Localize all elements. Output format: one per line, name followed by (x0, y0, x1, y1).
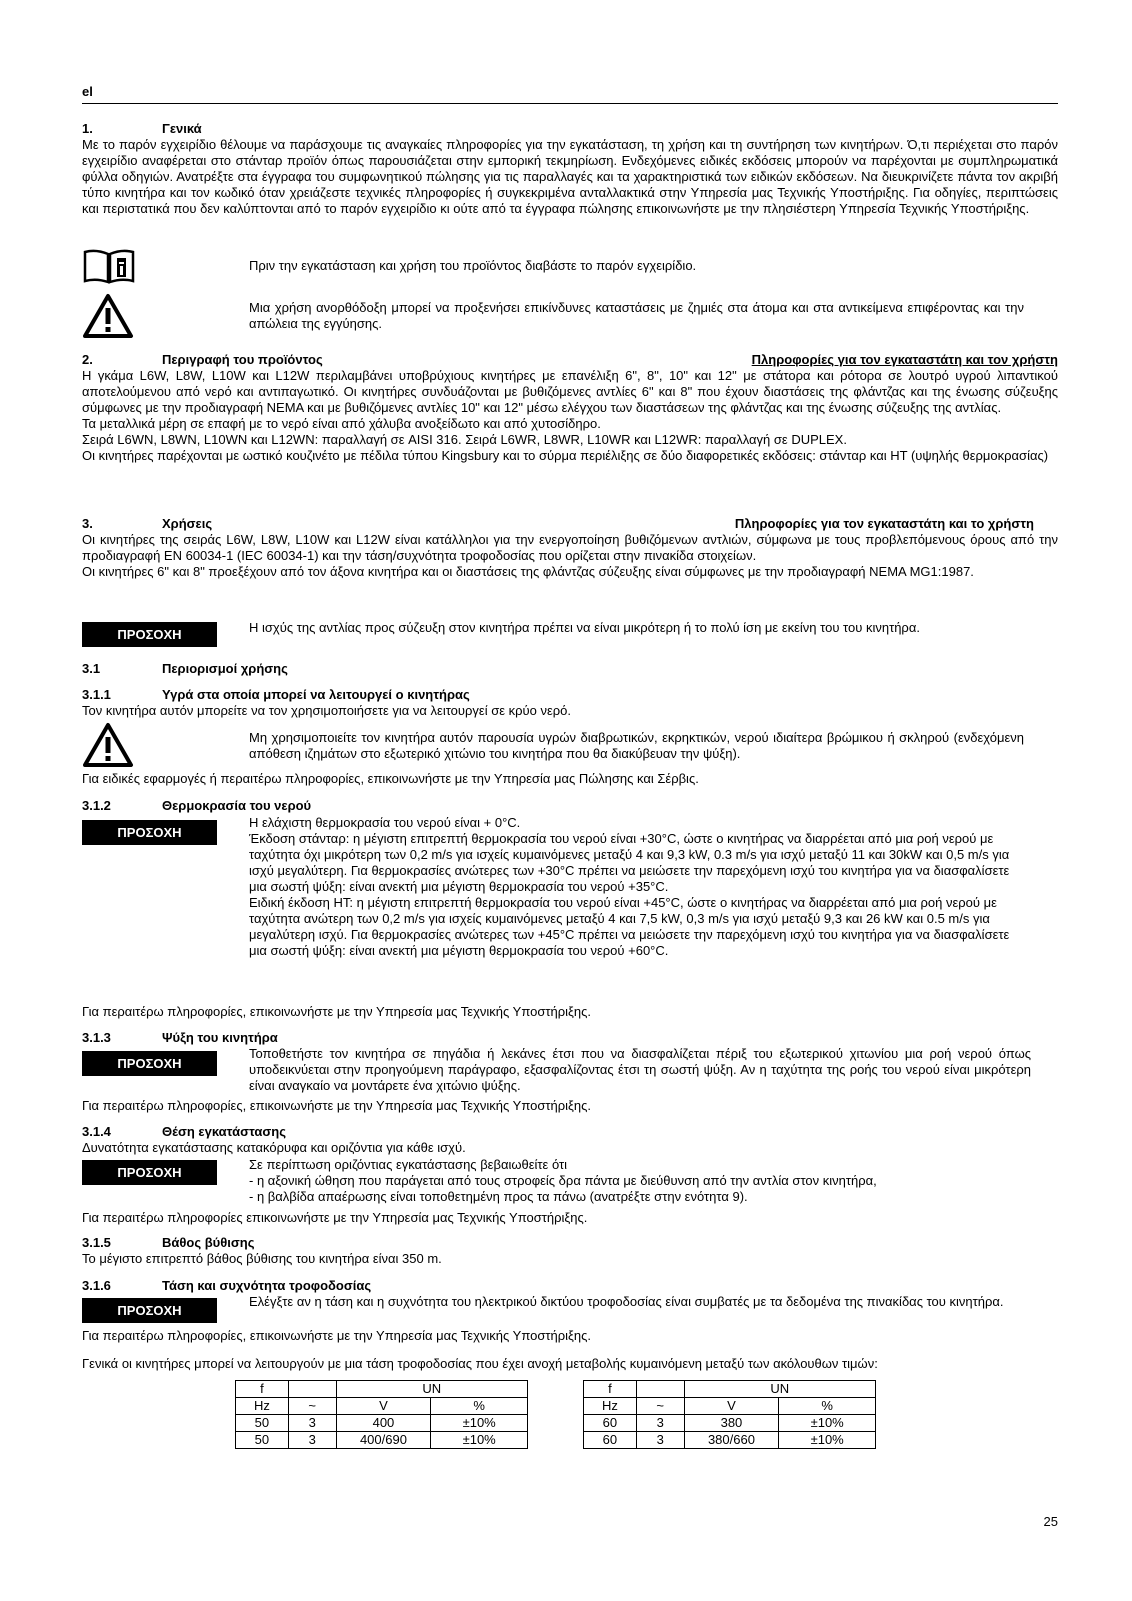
caution-badge: ΠΡΟΣΟΧΗ (82, 1051, 217, 1076)
table-header-cell: % (779, 1398, 876, 1415)
language-code: el (82, 84, 93, 99)
paragraph: Τα μεταλλικά μέρη σε επαφή με το νερό είναι από χάλυβα ανοξείδωτο και από χυτοσίδηρο. (82, 416, 601, 431)
table-cell: ±10% (779, 1432, 876, 1449)
read-manual-icon (82, 249, 136, 285)
voltage-table-50hz (235, 1380, 528, 1449)
section-number: 3.1.2 (82, 798, 111, 813)
table-header-row (236, 1381, 528, 1398)
paragraph: Για περαιτέρω πληροφορίες, επικοινωνήστε με την Υπηρεσία μας Τεχνικής Υποστήριξης. (82, 1098, 591, 1113)
paragraph: Γενικά οι κινητήρες μπορεί να λειτουργούν με μια τάση τροφοδοσίας που έχει ανοχή μεταβολής κυμαινόμενη μεταξύ των ακόλουθων τιμών: (82, 1356, 878, 1371)
table-cell: 3 (636, 1415, 684, 1432)
table-cell: 380/660 (684, 1432, 779, 1449)
section-number: 3.1.3 (82, 1030, 111, 1045)
section-number: 3.1.6 (82, 1278, 111, 1293)
section-title: Θέση εγκατάστασης (162, 1124, 286, 1139)
table-cell: ±10% (779, 1415, 876, 1432)
subsection-heading (82, 798, 1058, 814)
table-header-cell: Hz (236, 1398, 289, 1415)
table-cell: ±10% (431, 1415, 528, 1432)
paragraph: Οι κινητήρες της σειράς L6W, L8W, L10W και L12W είναι κατάλληλοι για την ενεργοποίηση βυθιζόμενων αντλιών, σύμφωνα με τους προβλεπόμενους όρους από την προδιαγραφή EN 60034-1 (IEC 60034-1) και την τάση/συχνότητα τροφοδοσίας που ορίζεται στην πινακίδα στοιχείων. (82, 532, 1058, 563)
section-heading (82, 352, 1058, 368)
section-heading (82, 516, 1058, 532)
section-number: 3. (82, 516, 93, 531)
table-cell: 3 (288, 1432, 336, 1449)
header-rule (82, 103, 1058, 104)
section-title: Γενικά (162, 121, 202, 136)
section-number: 1. (82, 121, 93, 136)
voltage-table-60hz (583, 1380, 876, 1449)
paragraph: Οι κινητήρες παρέχονται με ωστικό κουζινέτο με πέδιλα τύπου Kingsbury και το σύρμα περιέλιξης σε δύο διαφορετικές εκδόσεις: στάνταρ και HT (υψηλής θερμοκρασίας) (82, 448, 1049, 463)
table-cell: 3 (288, 1415, 336, 1432)
subsection-heading (82, 1278, 1058, 1294)
table-cell: 50 (236, 1415, 289, 1432)
table-header-cell: ~ (636, 1398, 684, 1415)
table-header-cell: % (431, 1398, 528, 1415)
table-header-cell (636, 1381, 684, 1398)
page-number: 25 (1043, 1514, 1058, 1529)
warning-text: Μη χρησιμοποιείτε τον κινητήρα αυτόν παρουσία υγρών διαβρωτικών, εκρηκτικών, νερού ιδιαίτερα βρώμικου ή σκληρού (ενδεχόμενη απόθεση ιζημάτων στο εξωτερικό χιτώνιο του κινητήρα που θα διακύβευαν την ψύξη). (249, 730, 1024, 761)
section-title: Υγρά στα οποία μπορεί να λειτουργεί ο κινητήρας (162, 687, 470, 702)
section-number: 3.1.4 (82, 1124, 111, 1139)
audience-label: Πληροφορίες για τον εγκαταστάτη και το χρήστη (734, 516, 1034, 531)
warning-note: Μια χρήση ανορθόδοξη μπορεί να προξενήσει επικίνδυνες καταστάσεις με ζημιές στα άτομα και στα αντικείμενα επιφέροντας και την απώλεια της εγγύησης. (249, 300, 1024, 331)
table-cell: ±10% (431, 1432, 528, 1449)
table-cell: 400 (336, 1415, 431, 1432)
section-2 (82, 352, 1058, 464)
table-cell: 60 (584, 1432, 637, 1449)
caution-text: Τοποθετήστε τον κινητήρα σε πηγάδια ή λεκάνες έτσι που να διασφαλίζεται πέριξ του εξωτερικού χιτωνίου μια ροή νερού όπως υποδεικνύεται στην προηγούμενη παράγραφο, εξασφαλίζοντας έτσι τη σωστή ψύξη. Αν η ταχύτητα της ροής του νερού είναι μικρότερη είναι αναγκαίο να μοντάρετε ένα χιτώνιο ψύξης. (249, 1046, 1031, 1093)
warning-icon (82, 293, 134, 339)
paragraph: Τον κινητήρα αυτόν μπορείτε να τον χρησιμοποιήσετε για να λειτουργεί σε κρύο νερό. (82, 703, 572, 718)
paragraph: Το μέγιστο επιτρεπτό βάθος βύθισης του κινητήρα είναι 350 m. (82, 1251, 442, 1266)
caution-badge: ΠΡΟΣΟΧΗ (82, 1160, 217, 1185)
table-header-row (584, 1381, 876, 1398)
table-header-cell: UN (336, 1381, 527, 1398)
section-title: Βάθος βύθισης (162, 1235, 255, 1250)
table-header-cell: V (684, 1398, 779, 1415)
section-body: Με το παρόν εγχειρίδιο θέλουμε να παράσχουμε τις αναγκαίες πληροφορίες για την εγκατάσταση, τη χρήση και τη συντήρηση των κινητήρων. Ό,τι περιέχεται στο παρόν εγχειρίδιο αναφέρεται στο στάνταρ προϊόν όπως παρουσιάζεται στην εμπορική τεκμηρίωση. Ενδεχόμενες ειδικές εκδόσεις μπορούν να παρέχονται με συμπληρωματικά φύλλα οδηγιών. Ανατρέξτε στα έγγραφα του συμφωνητικού πώλησης για τις παραλλαγές και τα χαρακτηριστικά των ειδικών εκδόσεων. Να διευκρινίζετε πάντα τον ακριβή τύπο κινητήρα και τον κωδικό όταν χρειάζεστε τεχνικές πληροφορίες ή συγκεκριμένα ανταλλακτικά στην Υπηρεσία μας Τεχνικής Υποστήριξης. Για οδηγίες, περιπτώσεις και περιστατικά που δεν καλύπτονται από το παρόν εγχειρίδιο κι ούτε από τα έγγραφα πώλησης επικοινωνήστε με την πλησιέστερη Υπηρεσία Τεχνικής Υποστήριξης. (82, 137, 1058, 216)
paragraph: Η γκάμα L6W, L8W, L10W και L12W περιλαμβάνει υποβρύχιους κινητήρες με επανέλιξη 6", 8", 10" και 12" με στάτορα και ρότορα σε λουτρό υγρού λιπαντικού αποτελούμενου από νερό και αντιπαγωτικό. Οι κινητήρες συνδυάζονται με βυθιζόμενες αντλίες 6" και 8" που έχουν διαστάσεις της φλάντζας και της ένωσης σύζευξης σύμφωνες με την προδιαγραφή NEMA και με βυθιζόμενες αντλίες 10" και 12" μέσω ελέγχου των διαστάσεων της φλάντζας και της ένωσης σύζευξης της αντλίας. (82, 368, 1058, 415)
section-title: Περιορισμοί χρήσης (162, 661, 288, 676)
warning-icon (82, 722, 134, 768)
table-row (236, 1432, 528, 1449)
subsection-heading (82, 1030, 1058, 1046)
table-header-cell: ~ (288, 1398, 336, 1415)
table-header-row (584, 1398, 876, 1415)
paragraph: Σειρά L6WN, L8WN, L10WN και L12WN: παραλλαγή σε AISI 316. Σειρά L6WR, L8WR, L10WR και L12WR: παραλλαγή σε DUPLEX. (82, 432, 847, 447)
audience-label: Πληροφορίες για τον εγκαταστάτη και τον χρήστη (751, 352, 1058, 367)
table-cell: 60 (584, 1415, 637, 1432)
section-3-1-4 (82, 1124, 1058, 1156)
caution-badge: ΠΡΟΣΟΧΗ (82, 820, 217, 845)
caution-text (249, 1157, 1058, 1205)
section-title: Χρήσεις (162, 516, 213, 531)
section-1 (82, 121, 1058, 217)
section-title: Θερμοκρασία του νερού (162, 798, 312, 813)
section-number: 3.1.5 (82, 1235, 111, 1250)
list-item: - η βαλβίδα απαέρωσης είναι τοποθετημένη προς τα πάνω (ανατρέξτε στην ενότητα 9). (249, 1189, 748, 1204)
caution-text: Η ισχύς της αντλίας προς σύζευξη στον κινητήρα πρέπει να είναι μικρότερη ή το πολύ ίση με εκείνη του του κινητήρα. (249, 620, 920, 635)
caution-badge: ΠΡΟΣΟΧΗ (82, 622, 217, 647)
section-title: Τάση και συχνότητα τροφοδοσίας (162, 1278, 372, 1293)
caution-badge: ΠΡΟΣΟΧΗ (82, 1298, 217, 1323)
table-header-cell: Hz (584, 1398, 637, 1415)
table-cell: 50 (236, 1432, 289, 1449)
section-3 (82, 516, 1058, 580)
table-header-cell: UN (684, 1381, 875, 1398)
section-title: Περιγραφή του προϊόντος (162, 352, 323, 367)
paragraph: Η ελάχιστη θερμοκρασία του νερού είναι + 0°C. (249, 815, 521, 830)
table-row (584, 1432, 876, 1449)
table-row (236, 1415, 528, 1432)
section-3-1-5 (82, 1235, 1058, 1267)
subsection-heading (82, 1124, 1058, 1140)
list-item: - η αξονική ώθηση που παράγεται από τους στροφείς δρα πάντα με διεύθυνση από την αντλία στον κινητήρα, (249, 1173, 877, 1188)
table-header-cell (288, 1381, 336, 1398)
caution-text: Ελέγξτε αν η τάση και η συχνότητα του ηλεκτρικού δικτύου τροφοδοσίας είναι συμβατές με τα δεδομένα της πινακίδας του κινητήρα. (249, 1294, 1004, 1309)
subsection-heading (82, 687, 1058, 703)
table-header-cell: f (236, 1381, 289, 1398)
subsection-heading (82, 661, 1058, 677)
table-header-row (236, 1398, 528, 1415)
section-3-1-1 (82, 687, 1058, 719)
paragraph: Για περαιτέρω πληροφορίες, επικοινωνήστε με την Υπηρεσία μας Τεχνικής Υποστήριξης. (82, 1328, 591, 1343)
table-cell: 380 (684, 1415, 779, 1432)
section-title: Ψύξη του κινητήρα (162, 1030, 278, 1045)
paragraph: Για περαιτέρω πληροφορίες, επικοινωνήστε με την Υπηρεσία μας Τεχνικής Υποστήριξης. (82, 1004, 591, 1019)
table-header-cell: V (336, 1398, 431, 1415)
table-row (584, 1415, 876, 1432)
table-cell: 3 (636, 1432, 684, 1449)
subsection-heading (82, 1235, 1058, 1251)
section-number: 3.1.1 (82, 687, 111, 702)
paragraph: Για ειδικές εφαρμογές ή περαιτέρω πληροφορίες, επικοινωνήστε με την Υπηρεσία μας Πώλησης και Σέρβις. (82, 771, 699, 786)
paragraph: Δυνατότητα εγκατάστασης κατακόρυφα και οριζόντια για κάθε ισχύ. (82, 1140, 466, 1155)
section-heading (82, 121, 1058, 137)
paragraph: Για περαιτέρω πληροφορίες επικοινωνήστε με την Υπηρεσία μας Τεχνικής Υποστήριξης. (82, 1210, 588, 1225)
paragraph: Έκδοση στάνταρ: η μέγιστη επιτρεπτή θερμοκρασία του νερού είναι +30°C, ώστε ο κινητήρας να διαρρέεται από μια ροή νερού με ταχύτητα όχι μικρότερη των 0,2 m/s για ισχείς κυμαινόμενες μεταξύ 4 και 9,3 kW, 0.3 m/s για ισχύ μεταξύ 11 και 30kW και 0,5 m/s για ισχύ μεγαλύτερη. Για θερμοκρασίες ανώτερες των +30°C πρέπει να μειώσετε την παρεχόμενη ισχύ του κινητήρα για να διασφαλίσετε μια σωστή ψύξη: είναι ανεκτή μια μέγιστη θερμοκρασία του νερού +35°C. (249, 831, 1010, 894)
table-cell: 400/690 (336, 1432, 431, 1449)
caution-text (249, 815, 1029, 959)
table-header-cell: f (584, 1381, 637, 1398)
section-number: 3.1 (82, 661, 101, 676)
paragraph: Σε περίπτωση οριζόντιας εγκατάστασης βεβαιωθείτε ότι (249, 1157, 568, 1172)
paragraph: Ειδική έκδοση HT: η μέγιστη επιτρεπτή θερμοκρασία του νερού είναι +45°C, ώστε ο κινητήρας να διαρρέεται από μια ροή νερού με ταχύτητα ανώτερη των 0,2 m/s για ισχείς κυμαινόμενες μεταξύ 4 και 7,5 kW, 0,3 m/s για ισχύ μεταξύ 9,3 και 26 kW και 0.5 m/s για μεγαλύτερη ισχύ. Για θερμοκρασίες ανώτερες των +45°C πρέπει να μειώσετε την παρεχόμενη ισχύ του κινητήρα για να διασφαλίσετε μια σωστή ψύξη: είναι ανεκτή μια μέγιστη θερμοκρασία του νερού +60°C. (249, 895, 1010, 958)
section-number: 2. (82, 352, 93, 367)
paragraph: Οι κινητήρες 6" και 8" προεξέχουν από τον άξονα κινητήρα και οι διαστάσεις της φλάντζας σύζευξης είναι σύμφωνες με την προδιαγραφή NEMA MG1:1987. (82, 564, 974, 579)
manual-note: Πριν την εγκατάσταση και χρήση του προϊόντος διαβάστε το παρόν εγχειρίδιο. (249, 258, 697, 273)
